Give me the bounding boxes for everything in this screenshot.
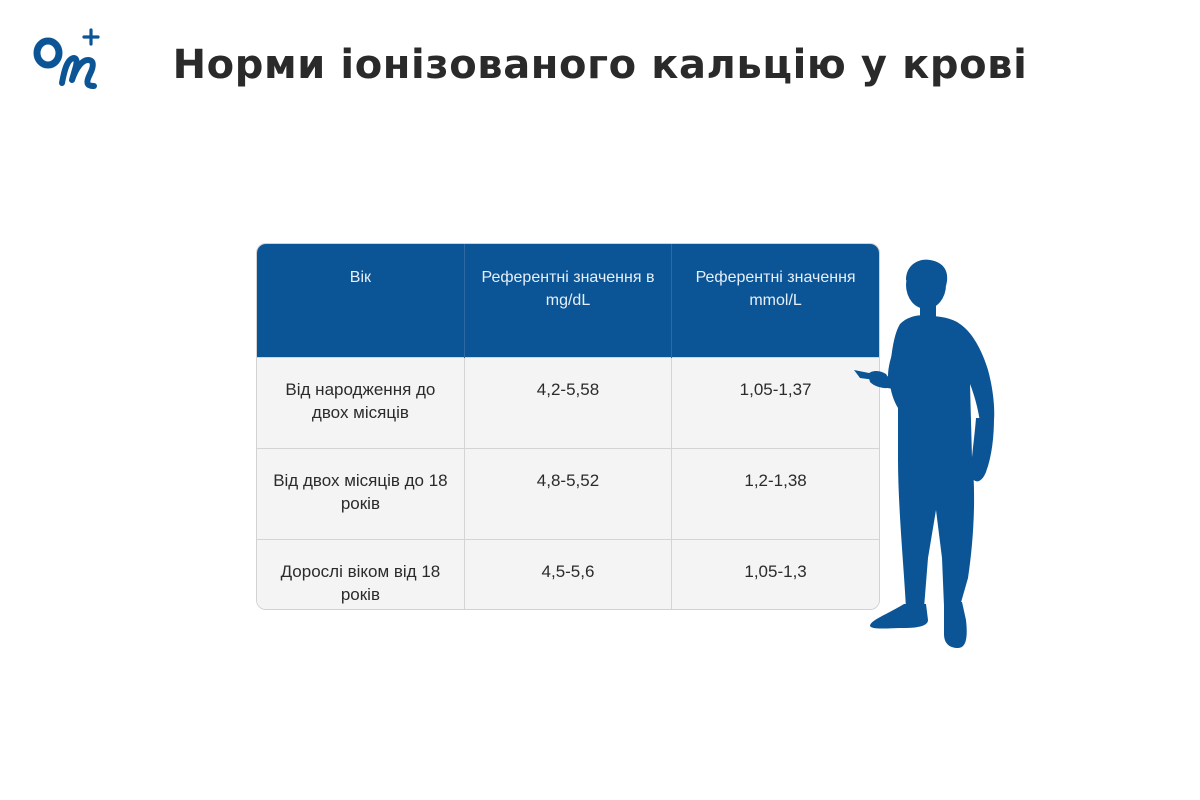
cell-mmol: 1,05-1,3	[672, 540, 879, 611]
cell-age: Від народження до двох місяців	[257, 358, 464, 449]
cell-age: Дорослі віком від 18 років	[257, 540, 464, 611]
table-row	[257, 540, 879, 611]
cell-age: Від двох місяців до 18 років	[257, 449, 464, 540]
column-header-age: Вік	[257, 244, 464, 358]
table-header-row	[257, 244, 879, 358]
calcium-norms-table	[256, 243, 880, 610]
cell-mg: 4,8-5,52	[464, 449, 671, 540]
cell-mmol: 1,05-1,37	[672, 358, 879, 449]
cell-mg: 4,5-5,6	[464, 540, 671, 611]
column-header-mg: Референтні значення в mg/dL	[464, 244, 671, 358]
page-title: Норми іонізованого кальцію у крові	[172, 42, 1028, 88]
column-header-mmol: Референтні значення mmol/L	[672, 244, 879, 358]
doctor-silhouette-icon	[848, 258, 1000, 653]
table-row	[257, 358, 879, 449]
cell-mmol: 1,2-1,38	[672, 449, 879, 540]
cell-mg: 4,2-5,58	[464, 358, 671, 449]
table-row	[257, 449, 879, 540]
